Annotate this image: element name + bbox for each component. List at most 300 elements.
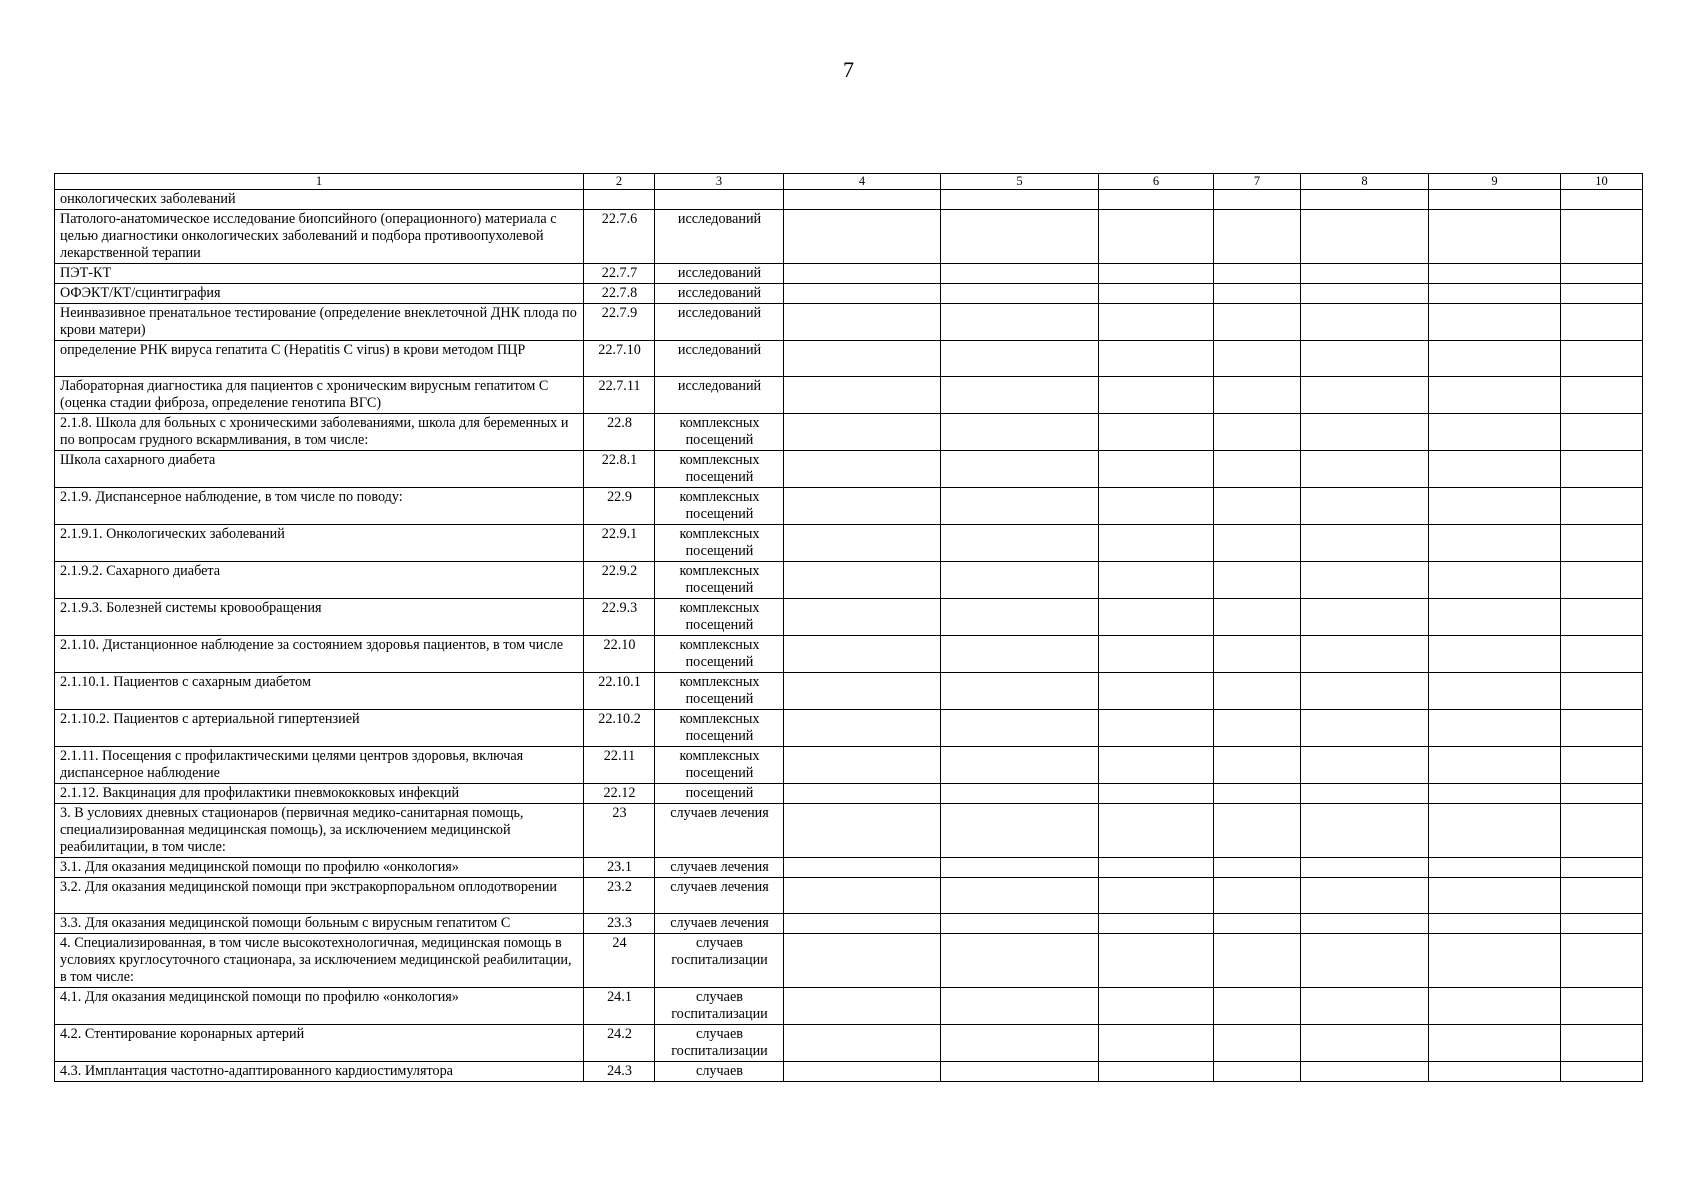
empty-value-cell: [1561, 414, 1643, 451]
empty-value-cell: [1214, 1025, 1301, 1062]
row-unit-cell: исследований: [655, 341, 784, 377]
row-unit-cell: комплексных посещений: [655, 747, 784, 784]
empty-value-cell: [941, 914, 1099, 934]
empty-value-cell: [1429, 284, 1561, 304]
table-row: [55, 1062, 1643, 1082]
row-name-cell: 2.1.9.3. Болезней системы кровообращения: [55, 599, 584, 636]
table-row: [55, 562, 1643, 599]
row-unit-cell: комплексных посещений: [655, 636, 784, 673]
empty-value-cell: [784, 488, 941, 525]
empty-value-cell: [1099, 377, 1214, 414]
row-name-cell: 2.1.10.2. Пациентов с артериальной гипертензией: [55, 710, 584, 747]
empty-value-cell: [1429, 599, 1561, 636]
empty-value-cell: [1099, 562, 1214, 599]
empty-value-cell: [941, 304, 1099, 341]
row-name-cell: 4. Специализированная, в том числе высокотехнологичная, медицинская помощь в условиях круглосуточного стационара, за исключением медицинской реабилитации, в том числе:: [55, 934, 584, 988]
page-number: 7: [843, 57, 854, 82]
row-unit-cell: исследований: [655, 304, 784, 341]
empty-value-cell: [1561, 636, 1643, 673]
empty-value-cell: [1214, 599, 1301, 636]
empty-value-cell: [941, 878, 1099, 914]
row-code-cell: 22.10: [584, 636, 655, 673]
column-number-row: [55, 174, 1643, 190]
empty-value-cell: [1429, 210, 1561, 264]
empty-value-cell: [941, 804, 1099, 858]
table-row: [55, 190, 1643, 210]
empty-value-cell: [941, 451, 1099, 488]
row-name-cell: 2.1.10. Дистанционное наблюдение за состоянием здоровья пациентов, в том числе: [55, 636, 584, 673]
row-name-cell: 4.1. Для оказания медицинской помощи по профилю «онкология»: [55, 988, 584, 1025]
empty-value-cell: [784, 636, 941, 673]
row-unit-cell: случаев госпитализации: [655, 1025, 784, 1062]
empty-value-cell: [1561, 599, 1643, 636]
empty-value-cell: [1561, 747, 1643, 784]
empty-value-cell: [1561, 525, 1643, 562]
empty-value-cell: [1214, 414, 1301, 451]
empty-value-cell: [1301, 414, 1429, 451]
empty-value-cell: [1429, 525, 1561, 562]
empty-value-cell: [1099, 784, 1214, 804]
empty-value-cell: [1214, 988, 1301, 1025]
empty-value-cell: [1214, 1062, 1301, 1082]
row-name-cell: 3.3. Для оказания медицинской помощи больным с вирусным гепатитом С: [55, 914, 584, 934]
row-name-cell: 4.3. Имплантация частотно-адаптированного кардиостимулятора: [55, 1062, 584, 1082]
row-name-cell: Школа сахарного диабета: [55, 451, 584, 488]
empty-value-cell: [1099, 284, 1214, 304]
empty-value-cell: [941, 636, 1099, 673]
empty-value-cell: [1301, 636, 1429, 673]
empty-value-cell: [784, 878, 941, 914]
column-header: 8: [1301, 174, 1429, 190]
table-row: [55, 304, 1643, 341]
row-name-cell: 3.1. Для оказания медицинской помощи по профилю «онкология»: [55, 858, 584, 878]
empty-value-cell: [1099, 878, 1214, 914]
empty-value-cell: [1214, 451, 1301, 488]
table-row: [55, 673, 1643, 710]
empty-value-cell: [1214, 804, 1301, 858]
table-row: [55, 934, 1643, 988]
empty-value-cell: [1429, 264, 1561, 284]
empty-value-cell: [1214, 284, 1301, 304]
table-row: [55, 858, 1643, 878]
empty-value-cell: [784, 914, 941, 934]
row-code-cell: 22.8.1: [584, 451, 655, 488]
row-code-cell: 22.7.10: [584, 341, 655, 377]
empty-value-cell: [1214, 190, 1301, 210]
empty-value-cell: [1429, 804, 1561, 858]
empty-value-cell: [1099, 341, 1214, 377]
empty-value-cell: [1214, 636, 1301, 673]
empty-value-cell: [1561, 451, 1643, 488]
empty-value-cell: [1561, 377, 1643, 414]
empty-value-cell: [1561, 988, 1643, 1025]
empty-value-cell: [1301, 210, 1429, 264]
row-unit-cell: исследований: [655, 284, 784, 304]
empty-value-cell: [1301, 747, 1429, 784]
empty-value-cell: [941, 1025, 1099, 1062]
data-table: [54, 173, 1643, 1082]
empty-value-cell: [1301, 488, 1429, 525]
row-code-cell: 24.3: [584, 1062, 655, 1082]
table-row: [55, 747, 1643, 784]
table-row: [55, 451, 1643, 488]
row-code-cell: 24.1: [584, 988, 655, 1025]
row-code-cell: 22.7.7: [584, 264, 655, 284]
empty-value-cell: [1099, 304, 1214, 341]
empty-value-cell: [941, 784, 1099, 804]
empty-value-cell: [1301, 878, 1429, 914]
table-row: [55, 804, 1643, 858]
row-code-cell: 22.7.11: [584, 377, 655, 414]
row-name-cell: 2.1.8. Школа для больных с хроническими заболеваниями, школа для беременных и по вопросам грудного вскармливания, в том числе:: [55, 414, 584, 451]
empty-value-cell: [1561, 1062, 1643, 1082]
row-code-cell: 22.9.2: [584, 562, 655, 599]
empty-value-cell: [1301, 988, 1429, 1025]
empty-value-cell: [941, 562, 1099, 599]
empty-value-cell: [1429, 1062, 1561, 1082]
empty-value-cell: [1561, 341, 1643, 377]
column-header: 1: [55, 174, 584, 190]
row-code-cell: 23.3: [584, 914, 655, 934]
empty-value-cell: [941, 858, 1099, 878]
empty-value-cell: [1301, 562, 1429, 599]
table-row: [55, 488, 1643, 525]
empty-value-cell: [1301, 304, 1429, 341]
empty-value-cell: [1429, 914, 1561, 934]
empty-value-cell: [784, 710, 941, 747]
row-unit-cell: случаев лечения: [655, 878, 784, 914]
empty-value-cell: [1561, 804, 1643, 858]
empty-value-cell: [1214, 878, 1301, 914]
empty-value-cell: [1099, 525, 1214, 562]
empty-value-cell: [1301, 1025, 1429, 1062]
empty-value-cell: [941, 525, 1099, 562]
empty-value-cell: [1099, 414, 1214, 451]
empty-value-cell: [1214, 488, 1301, 525]
empty-value-cell: [1429, 451, 1561, 488]
empty-value-cell: [1099, 1062, 1214, 1082]
empty-value-cell: [1214, 934, 1301, 988]
empty-value-cell: [1561, 190, 1643, 210]
empty-value-cell: [1214, 673, 1301, 710]
row-code-cell: 22.9.1: [584, 525, 655, 562]
row-unit-cell: комплексных посещений: [655, 599, 784, 636]
table-row: [55, 1025, 1643, 1062]
row-code-cell: 23.1: [584, 858, 655, 878]
table-row: [55, 636, 1643, 673]
empty-value-cell: [1561, 934, 1643, 988]
empty-value-cell: [1099, 914, 1214, 934]
column-header: 6: [1099, 174, 1214, 190]
table-row: [55, 210, 1643, 264]
empty-value-cell: [784, 1025, 941, 1062]
empty-value-cell: [1561, 673, 1643, 710]
empty-value-cell: [1429, 341, 1561, 377]
row-code-cell: 22.12: [584, 784, 655, 804]
empty-value-cell: [784, 264, 941, 284]
empty-value-cell: [1429, 488, 1561, 525]
row-code-cell: [584, 190, 655, 210]
empty-value-cell: [784, 304, 941, 341]
empty-value-cell: [1099, 264, 1214, 284]
empty-value-cell: [1214, 914, 1301, 934]
empty-value-cell: [1214, 377, 1301, 414]
row-code-cell: 22.7.9: [584, 304, 655, 341]
table-body: [55, 190, 1643, 1082]
table-row: [55, 710, 1643, 747]
row-name-cell: ПЭТ-КТ: [55, 264, 584, 284]
table-row: [55, 525, 1643, 562]
row-code-cell: 22.11: [584, 747, 655, 784]
empty-value-cell: [1429, 878, 1561, 914]
empty-value-cell: [941, 190, 1099, 210]
row-unit-cell: случаев лечения: [655, 914, 784, 934]
row-unit-cell: комплексных посещений: [655, 414, 784, 451]
empty-value-cell: [784, 988, 941, 1025]
empty-value-cell: [1561, 562, 1643, 599]
row-code-cell: 23: [584, 804, 655, 858]
row-unit-cell: [655, 190, 784, 210]
empty-value-cell: [1561, 1025, 1643, 1062]
row-name-cell: 2.1.10.1. Пациентов с сахарным диабетом: [55, 673, 584, 710]
empty-value-cell: [1301, 451, 1429, 488]
empty-value-cell: [1429, 673, 1561, 710]
empty-value-cell: [1099, 710, 1214, 747]
row-name-cell: ОФЭКТ/КТ/сцинтиграфия: [55, 284, 584, 304]
empty-value-cell: [784, 341, 941, 377]
empty-value-cell: [1301, 1062, 1429, 1082]
table-row: [55, 414, 1643, 451]
table-row: [55, 878, 1643, 914]
empty-value-cell: [1214, 210, 1301, 264]
row-code-cell: 22.10.2: [584, 710, 655, 747]
empty-value-cell: [1301, 710, 1429, 747]
row-name-cell: 2.1.9.1. Онкологических заболеваний: [55, 525, 584, 562]
empty-value-cell: [941, 747, 1099, 784]
empty-value-cell: [1561, 858, 1643, 878]
empty-value-cell: [1214, 264, 1301, 284]
empty-value-cell: [1561, 264, 1643, 284]
row-code-cell: 22.9.3: [584, 599, 655, 636]
empty-value-cell: [1099, 190, 1214, 210]
empty-value-cell: [784, 784, 941, 804]
empty-value-cell: [784, 1062, 941, 1082]
empty-value-cell: [1099, 858, 1214, 878]
table-row: [55, 377, 1643, 414]
empty-value-cell: [784, 562, 941, 599]
empty-value-cell: [1429, 377, 1561, 414]
row-name-cell: Патолого-анатомическое исследование биопсийного (операционного) материала с целью диагностики онкологических заболеваний и подбора противоопухолевой лекарственной терапии: [55, 210, 584, 264]
row-name-cell: онкологических заболеваний: [55, 190, 584, 210]
empty-value-cell: [1429, 304, 1561, 341]
empty-value-cell: [1429, 414, 1561, 451]
empty-value-cell: [941, 673, 1099, 710]
empty-value-cell: [1214, 710, 1301, 747]
empty-value-cell: [1301, 341, 1429, 377]
empty-value-cell: [1099, 747, 1214, 784]
empty-value-cell: [1214, 747, 1301, 784]
empty-value-cell: [1301, 599, 1429, 636]
row-name-cell: определение РНК вируса гепатита С (Hepatitis C virus) в крови методом ПЦР: [55, 341, 584, 377]
empty-value-cell: [1214, 525, 1301, 562]
empty-value-cell: [941, 988, 1099, 1025]
empty-value-cell: [1429, 784, 1561, 804]
row-unit-cell: случаев госпитализации: [655, 988, 784, 1025]
empty-value-cell: [1099, 210, 1214, 264]
row-code-cell: 23.2: [584, 878, 655, 914]
empty-value-cell: [1214, 858, 1301, 878]
row-unit-cell: исследований: [655, 264, 784, 284]
empty-value-cell: [1561, 914, 1643, 934]
row-code-cell: 24.2: [584, 1025, 655, 1062]
row-name-cell: 2.1.9. Диспансерное наблюдение, в том числе по поводу:: [55, 488, 584, 525]
row-name-cell: 3. В условиях дневных стационаров (первичная медико-санитарная помощь, специализированная медицинская помощь), за исключением медицинской реабилитации, в том числе:: [55, 804, 584, 858]
empty-value-cell: [784, 525, 941, 562]
column-header: 10: [1561, 174, 1643, 190]
empty-value-cell: [1214, 784, 1301, 804]
empty-value-cell: [1429, 710, 1561, 747]
empty-value-cell: [784, 377, 941, 414]
empty-value-cell: [1429, 858, 1561, 878]
empty-value-cell: [1561, 210, 1643, 264]
empty-value-cell: [941, 284, 1099, 304]
empty-value-cell: [1301, 525, 1429, 562]
row-name-cell: 2.1.11. Посещения с профилактическими целями центров здоровья, включая диспансерное наблюдение: [55, 747, 584, 784]
row-unit-cell: комплексных посещений: [655, 488, 784, 525]
column-header: 3: [655, 174, 784, 190]
empty-value-cell: [784, 673, 941, 710]
table-row: [55, 784, 1643, 804]
table-row: [55, 284, 1643, 304]
empty-value-cell: [1301, 673, 1429, 710]
row-code-cell: 22.8: [584, 414, 655, 451]
empty-value-cell: [784, 190, 941, 210]
row-name-cell: Лабораторная диагностика для пациентов с хроническим вирусным гепатитом С (оценка стадии фиброза, определение генотипа ВГС): [55, 377, 584, 414]
row-code-cell: 22.7.8: [584, 284, 655, 304]
empty-value-cell: [1099, 1025, 1214, 1062]
empty-value-cell: [784, 210, 941, 264]
empty-value-cell: [941, 934, 1099, 988]
column-header: 4: [784, 174, 941, 190]
empty-value-cell: [1301, 284, 1429, 304]
empty-value-cell: [1301, 264, 1429, 284]
empty-value-cell: [1099, 988, 1214, 1025]
row-name-cell: 4.2. Стентирование коронарных артерий: [55, 1025, 584, 1062]
column-header: 9: [1429, 174, 1561, 190]
row-unit-cell: исследований: [655, 210, 784, 264]
empty-value-cell: [941, 264, 1099, 284]
empty-value-cell: [941, 414, 1099, 451]
empty-value-cell: [941, 210, 1099, 264]
row-unit-cell: случаев: [655, 1062, 784, 1082]
row-unit-cell: случаев лечения: [655, 804, 784, 858]
row-name-cell: Неинвазивное пренатальное тестирование (определение внеклеточной ДНК плода по крови матери): [55, 304, 584, 341]
empty-value-cell: [784, 451, 941, 488]
row-code-cell: 22.10.1: [584, 673, 655, 710]
empty-value-cell: [1301, 934, 1429, 988]
empty-value-cell: [1561, 710, 1643, 747]
column-header: 7: [1214, 174, 1301, 190]
empty-value-cell: [1429, 747, 1561, 784]
empty-value-cell: [1561, 878, 1643, 914]
empty-value-cell: [1099, 636, 1214, 673]
empty-value-cell: [1301, 804, 1429, 858]
row-code-cell: 24: [584, 934, 655, 988]
empty-value-cell: [1099, 673, 1214, 710]
row-name-cell: 2.1.9.2. Сахарного диабета: [55, 562, 584, 599]
row-unit-cell: посещений: [655, 784, 784, 804]
row-code-cell: 22.9: [584, 488, 655, 525]
empty-value-cell: [1099, 804, 1214, 858]
empty-value-cell: [1214, 562, 1301, 599]
empty-value-cell: [941, 377, 1099, 414]
empty-value-cell: [1301, 190, 1429, 210]
empty-value-cell: [784, 284, 941, 304]
empty-value-cell: [784, 934, 941, 988]
empty-value-cell: [1301, 914, 1429, 934]
row-unit-cell: комплексных посещений: [655, 710, 784, 747]
table-row: [55, 988, 1643, 1025]
empty-value-cell: [1429, 988, 1561, 1025]
table-row: [55, 599, 1643, 636]
empty-value-cell: [1099, 488, 1214, 525]
empty-value-cell: [1301, 377, 1429, 414]
empty-value-cell: [1099, 934, 1214, 988]
row-unit-cell: комплексных посещений: [655, 562, 784, 599]
empty-value-cell: [941, 488, 1099, 525]
column-header: 2: [584, 174, 655, 190]
row-name-cell: 2.1.12. Вакцинация для профилактики пневмококковых инфекций: [55, 784, 584, 804]
table-row: [55, 914, 1643, 934]
table-row: [55, 341, 1643, 377]
empty-value-cell: [1214, 341, 1301, 377]
empty-value-cell: [784, 804, 941, 858]
row-unit-cell: комплексных посещений: [655, 525, 784, 562]
empty-value-cell: [1301, 858, 1429, 878]
empty-value-cell: [1301, 784, 1429, 804]
empty-value-cell: [941, 341, 1099, 377]
empty-value-cell: [784, 747, 941, 784]
empty-value-cell: [1099, 599, 1214, 636]
empty-value-cell: [1429, 190, 1561, 210]
empty-value-cell: [1099, 451, 1214, 488]
empty-value-cell: [1561, 784, 1643, 804]
empty-value-cell: [1561, 488, 1643, 525]
empty-value-cell: [941, 599, 1099, 636]
empty-value-cell: [1429, 1025, 1561, 1062]
empty-value-cell: [1429, 934, 1561, 988]
table-row: [55, 264, 1643, 284]
empty-value-cell: [1561, 304, 1643, 341]
empty-value-cell: [1214, 304, 1301, 341]
column-header: 5: [941, 174, 1099, 190]
row-name-cell: 3.2. Для оказания медицинской помощи при экстракорпоральном оплодотворении: [55, 878, 584, 914]
empty-value-cell: [1561, 284, 1643, 304]
row-unit-cell: случаев госпитализации: [655, 934, 784, 988]
row-unit-cell: комплексных посещений: [655, 673, 784, 710]
empty-value-cell: [1429, 562, 1561, 599]
row-unit-cell: исследований: [655, 377, 784, 414]
row-unit-cell: комплексных посещений: [655, 451, 784, 488]
empty-value-cell: [784, 858, 941, 878]
empty-value-cell: [784, 599, 941, 636]
empty-value-cell: [941, 710, 1099, 747]
empty-value-cell: [941, 1062, 1099, 1082]
empty-value-cell: [1429, 636, 1561, 673]
empty-value-cell: [784, 414, 941, 451]
row-unit-cell: случаев лечения: [655, 858, 784, 878]
row-code-cell: 22.7.6: [584, 210, 655, 264]
